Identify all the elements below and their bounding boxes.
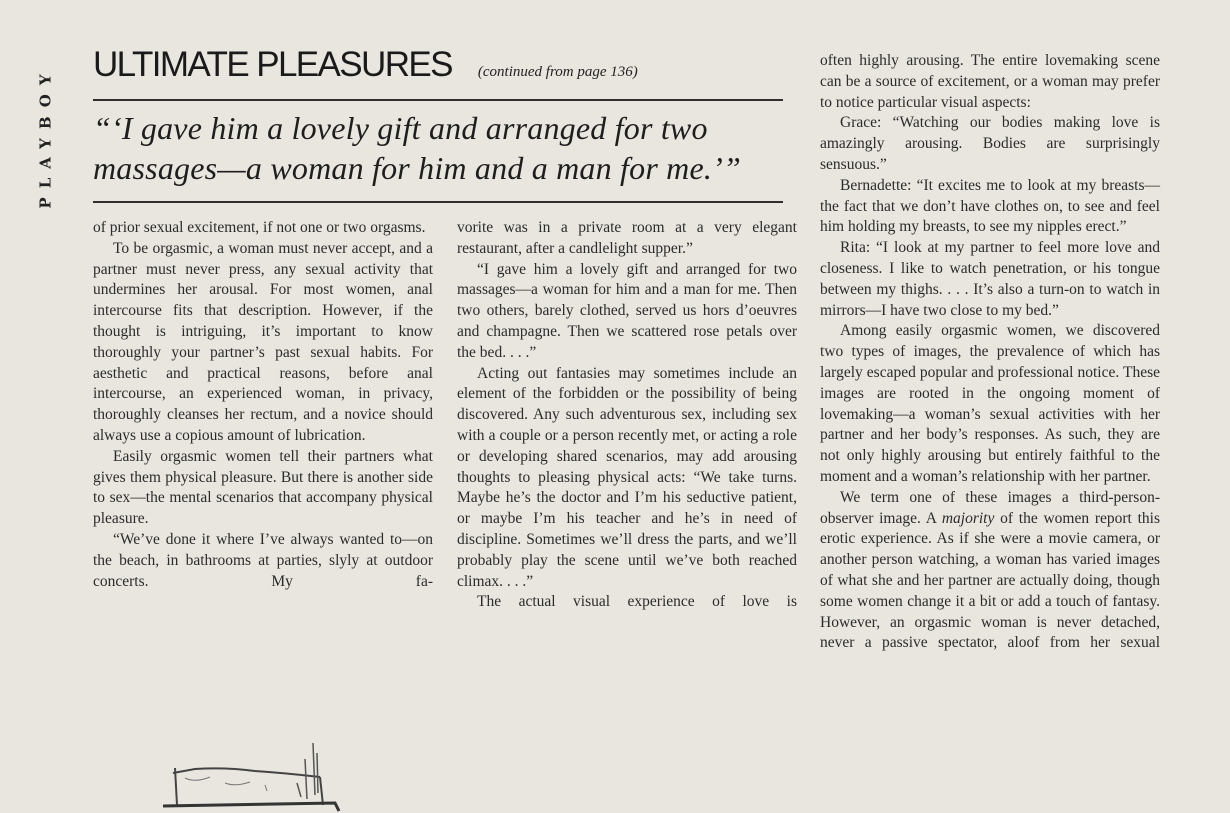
- paragraph: Acting out fantasies may sometimes include an element of the forbidden or the possibility of being discovered. Any such adventurous sex, including sex with a couple or a person recently met, or acting a role or developing shared scenarios, may add arousing thoughts to pleasing physical acts: “We take turns. Maybe he’s the doctor and I’m his seductive patient, or maybe I’m his teacher and he’s in need of discipline. Sometimes we’ll dress the parts, and we’ll probably play the scene until we’ve both reached climax. . . .”: [457, 364, 797, 590]
- pull-quote: [93, 108, 793, 188]
- rule-bottom: [93, 201, 783, 203]
- paragraph-text: of the women report this erotic experience. As if she were a movie camera, or another person watching, a woman has varied images of what she and her partner are actually doing, though some women change it a bit or add a touch of fantasy. However, an orgasmic woman is never detached, never a passive spectator, aloof from her sexual: [820, 509, 1160, 652]
- paragraph: often highly arousing. The entire lovemaking scene can be a source of excitement, or a woman may prefer to notice particular visual aspects:: [820, 52, 1160, 111]
- paragraph: Easily orgasmic women tell their partners what gives them physical pleasure. But there is another side to sex—the mental scenarios that accompany physical pleasure.: [93, 447, 433, 528]
- paragraph: “I gave him a lovely gift and arranged for two massages—a woman for him and a man for me. Then two others, barely clothed, served us hors d’oeuvres and champagne. Then we scattered rose petals over the bed. . . .”: [457, 260, 797, 361]
- paragraph: “We’ve done it where I’ve always wanted to—on the beach, in bathrooms at parties, slyly at outdoor concerts. My fa-: [93, 530, 433, 590]
- paragraph-text: We term one of these images a third-person-observer image. A: [820, 488, 1160, 527]
- rule-top: [93, 99, 783, 101]
- column-2: [457, 218, 797, 613]
- emphasis-text: majority: [941, 509, 995, 527]
- continued-note: (continued from page 136): [477, 64, 638, 80]
- pull-quote-line: “‘I gave him a lovely gift and arranged for two: [93, 110, 708, 146]
- paragraph: The actual visual experience of love is: [477, 593, 797, 611]
- pull-quote-line: massages—a woman for him and a man for me.’”: [93, 150, 741, 186]
- pencil-sketch-illustration: [155, 733, 345, 813]
- column-3: [820, 51, 1160, 654]
- paragraph: of prior sexual excitement, if not one or two orgasms.: [93, 219, 426, 236]
- article-header: [93, 45, 783, 85]
- article-title: ULTIMATE PLEASURES: [93, 45, 452, 84]
- paragraph: [820, 488, 1160, 654]
- paragraph: Bernadette: “It excites me to look at my breasts—the fact that we don’t have clothes on, to see and feel him holding my breasts, to see my nipples erect.”: [820, 176, 1160, 236]
- paragraph: Among easily orgasmic women, we discovered two types of images, the prevalence of which has largely escaped popular and professional notice. These images are rooted in the ongoing moment of lovemaking—a woman’s sexual activities with her partner and her body’s responses. As such, they are not only highly arousing but entirely faithful to the moment and a woman’s relationship with her partner.: [820, 322, 1160, 485]
- paragraph: To be orgasmic, a woman must never accept, and a partner must never press, any sexual activity that undermines her arousal. For most women, anal intercourse fits that description. However, if the thought is intriguing, it’s important to know thoroughly your partner’s past sexual habits. For aesthetic and practical reasons, before anal intercourse, an experienced woman, in privacy, thoroughly cleanses her rectum, and a novice should always use a copious amount of lubrication.: [93, 239, 433, 444]
- paragraph: Rita: “I look at my partner to feel more love and closeness. I like to watch penetration, or his tongue between my thighs. . . . It’s also a turn-on to watch in mirrors—I have two close to my bed.”: [820, 239, 1160, 319]
- paragraph: Grace: “Watching our bodies making love is amazingly arousing. Bodies are surprisingly sensuous.”: [820, 114, 1160, 173]
- paragraph: vorite was in a private room at a very elegant restaurant, after a candlelight supper.”: [457, 219, 797, 257]
- column-1: [93, 218, 433, 592]
- magazine-side-title: PLAYBOY: [37, 65, 55, 209]
